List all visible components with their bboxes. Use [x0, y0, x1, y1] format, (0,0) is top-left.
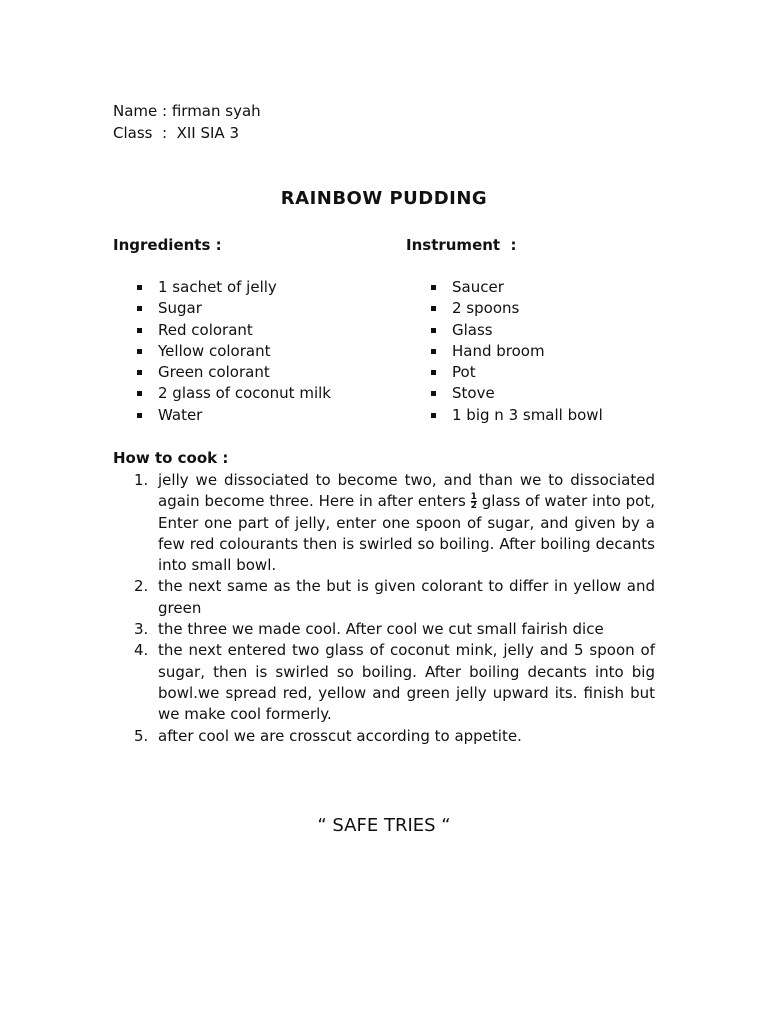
- bullet-icon: [137, 328, 142, 333]
- bullet-icon: [137, 349, 142, 354]
- ingredient-label: 1 sachet of jelly: [158, 278, 277, 296]
- list-item: [136, 320, 331, 341]
- instrument-label: Saucer: [452, 278, 504, 296]
- ingredients-heading: Ingredients :: [113, 236, 222, 254]
- step-item: [134, 619, 655, 640]
- list-item: [136, 362, 331, 383]
- bullet-icon: [431, 285, 436, 290]
- bullet-icon: [431, 306, 436, 311]
- step-item: [134, 470, 655, 576]
- fraction-denominator: 2: [470, 501, 477, 512]
- step-number: 4.: [134, 641, 149, 660]
- ingredients-list: [136, 277, 331, 426]
- bullet-icon: [431, 349, 436, 354]
- motto: “ SAFE TRIES “: [317, 815, 451, 836]
- step-text: glass of water into pot, Enter one part of jelly, enter one spoon of sugar, and given by a few red colourants then is swirled so boiling. After boiling decants into small bowl.: [158, 492, 655, 575]
- step-text: after cool we are crosscut according to appetite.: [158, 726, 522, 745]
- list-item: [136, 383, 331, 404]
- cooking-steps: [134, 470, 655, 747]
- instrument-heading: Instrument :: [406, 236, 517, 254]
- ingredient-label: Water: [158, 405, 203, 424]
- list-item: [136, 405, 331, 426]
- fraction-numerator: 1: [470, 492, 477, 503]
- step-text: the next entered two glass of coconut mink, jelly and 5 spoon of sugar, then is swirled so boiling. After boiling decants into big bowl.we spread red, yellow and green jelly upward its. finish but we make cool formerly.: [158, 641, 655, 724]
- step-text: jelly we dissociated to become two, and than we to dissociated again become three. Here in after enters: [158, 471, 655, 511]
- ingredient-label: Yellow colorant: [158, 341, 271, 360]
- instrument-label: Pot: [452, 363, 476, 382]
- list-item: [430, 320, 603, 341]
- step-text: the next same as the but is given colorant to differ in yellow and green: [158, 577, 655, 617]
- instrument-list: [430, 277, 603, 426]
- list-item: [430, 298, 603, 319]
- step-item: [134, 726, 655, 747]
- list-item: [430, 277, 603, 298]
- how-to-cook-heading: How to cook :: [113, 449, 229, 467]
- step-item: [134, 640, 655, 725]
- bullet-icon: [137, 413, 142, 418]
- list-item: [430, 341, 603, 362]
- list-item: [430, 405, 603, 426]
- bullet-icon: [431, 328, 436, 333]
- step-number: 5.: [134, 726, 149, 745]
- class-line: Class : XII SIA 3: [113, 124, 239, 142]
- instrument-label: 1 big n 3 small bowl: [452, 405, 603, 424]
- bullet-icon: [137, 391, 142, 396]
- list-item: [136, 277, 331, 298]
- ingredient-label: 2 glass of coconut milk: [158, 384, 331, 403]
- step-number: 3.: [134, 620, 149, 639]
- step-text: the three we made cool. After cool we cut small fairish dice: [158, 620, 604, 639]
- instrument-label: 2 spoons: [452, 299, 520, 318]
- name-line: Name : firman syah: [113, 102, 261, 120]
- bullet-icon: [137, 306, 142, 311]
- bullet-icon: [137, 285, 142, 290]
- list-item: [430, 383, 603, 404]
- ingredient-label: Green colorant: [158, 363, 270, 382]
- list-item: [136, 341, 331, 362]
- ingredient-label: Sugar: [158, 299, 202, 318]
- ingredient-label: Red colorant: [158, 320, 253, 339]
- bullet-icon: [137, 370, 142, 375]
- list-item: [136, 298, 331, 319]
- bullet-icon: [431, 413, 436, 418]
- instrument-label: Stove: [452, 384, 495, 403]
- student-info: [113, 100, 261, 144]
- fraction-half: [471, 493, 477, 510]
- list-item: [430, 362, 603, 383]
- step-number: 2.: [134, 577, 149, 596]
- bullet-icon: [431, 370, 436, 375]
- step-number: 1.: [134, 471, 149, 489]
- instrument-label: Hand broom: [452, 341, 545, 360]
- step-item: [134, 576, 655, 619]
- instrument-label: Glass: [452, 320, 493, 339]
- bullet-icon: [431, 391, 436, 396]
- recipe-title: RAINBOW PUDDING: [280, 188, 488, 209]
